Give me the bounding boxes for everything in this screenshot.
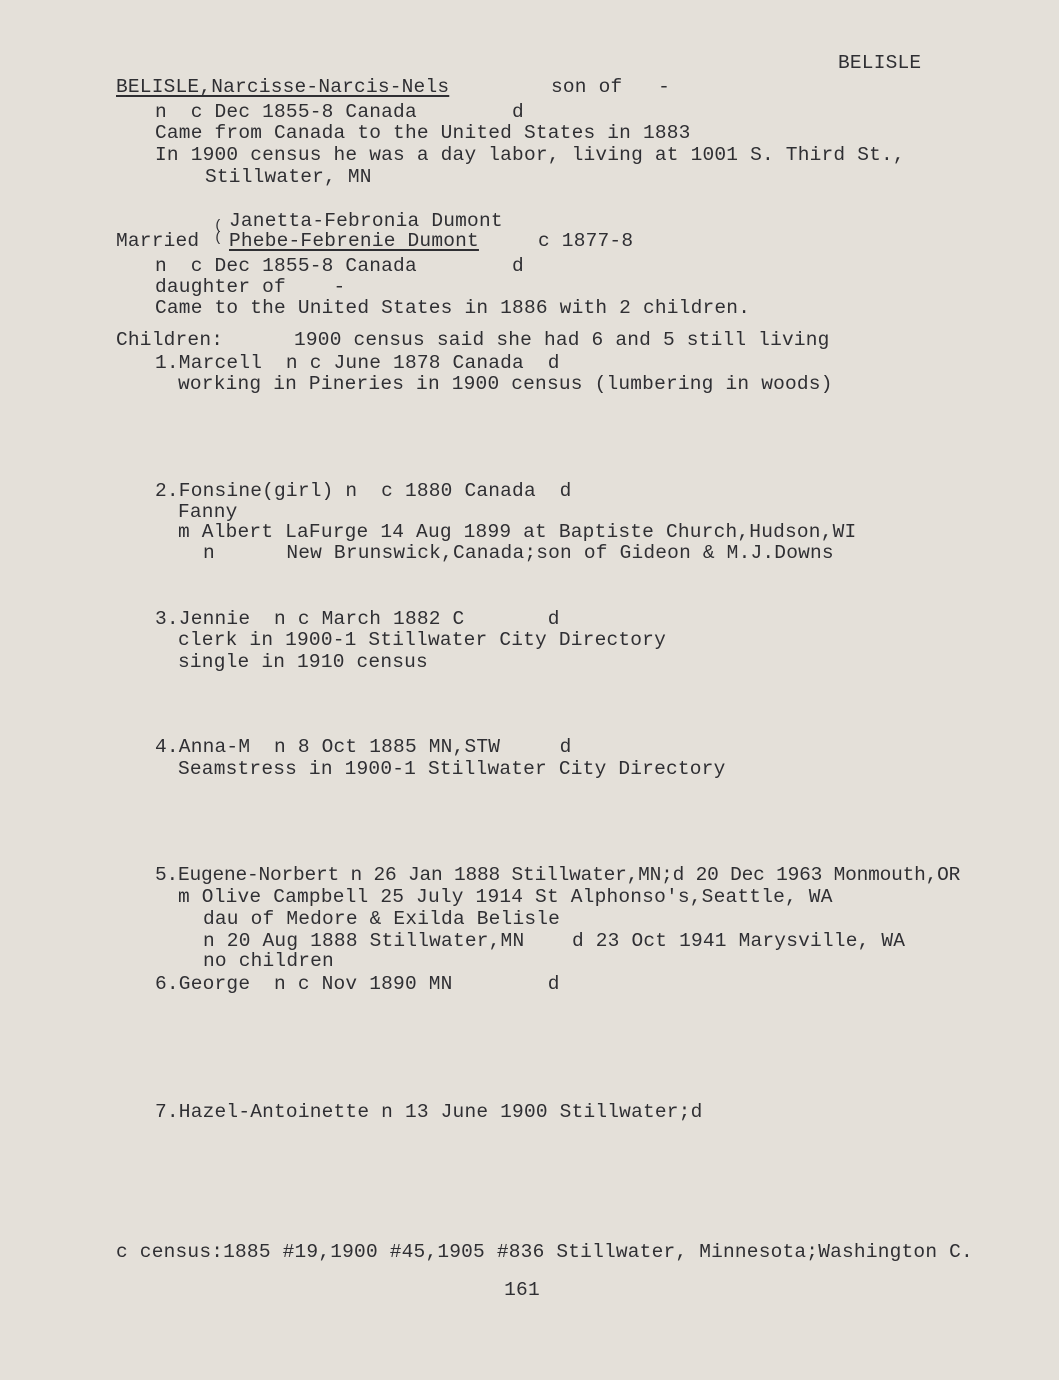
spouse-immigration: Came to the United States in 1886 with 2 children. bbox=[155, 297, 751, 319]
child-entry: 6.George n c Nov 1890 MN d bbox=[155, 973, 560, 995]
married-label: Married bbox=[116, 230, 200, 252]
children-label: Children: bbox=[116, 329, 224, 351]
child-entry: 1.Marcell n c June 1878 Canada d bbox=[155, 352, 560, 374]
census-sources: c census:1885 #19,1900 #45,1905 #836 Stillwater, Minnesota;Washington C. bbox=[116, 1241, 973, 1263]
child-entry: 5.Eugene-Norbert n 26 Jan 1888 Stillwater,MN;d 20 Dec 1963 Monmouth,OR bbox=[155, 864, 961, 886]
head-of-family-immigration: Came from Canada to the United States in 1883 bbox=[155, 122, 691, 144]
page-number: 161 bbox=[504, 1279, 540, 1301]
child-detail: Fanny bbox=[178, 501, 238, 523]
child-entry: 2.Fonsine(girl) n c 1880 Canada d bbox=[155, 480, 572, 502]
spouse-parentage: daughter of - bbox=[155, 276, 346, 298]
child-detail: dau of Medore & Exilda Belisle bbox=[203, 908, 561, 930]
child-entry: 3.Jennie n c March 1882 C d bbox=[155, 608, 560, 630]
head-of-family-census-1900-cont: Stillwater, MN bbox=[205, 166, 372, 188]
child-detail: m Olive Campbell 25 July 1914 St Alphonso's,Seattle, WA bbox=[178, 886, 833, 908]
child-detail: m Albert LaFurge 14 Aug 1899 at Baptiste Church,Hudson,WI bbox=[178, 521, 857, 543]
head-of-family-name: BELISLE,Narcisse-Narcis-Nels bbox=[116, 76, 450, 98]
surname-header: BELISLE bbox=[838, 52, 922, 74]
head-of-family-death: d bbox=[512, 101, 524, 123]
child-detail: single in 1910 census bbox=[178, 651, 428, 673]
child-detail: n New Brunswick,Canada;son of Gideon & M.J.Downs bbox=[203, 542, 834, 564]
children-census-note: 1900 census said she had 6 and 5 still living bbox=[294, 329, 830, 351]
child-detail: Seamstress in 1900-1 Stillwater City Directory bbox=[178, 758, 726, 780]
bracket-mark: ( bbox=[214, 218, 223, 234]
spouse-name-alternate: Janetta-Febronia Dumont bbox=[229, 210, 503, 232]
child-detail: no children bbox=[203, 950, 334, 972]
child-entry: 7.Hazel-Antoinette n 13 June 1900 Stillwater;d bbox=[155, 1101, 703, 1123]
spouse-name: Phebe-Febrenie Dumont bbox=[229, 230, 479, 252]
head-of-family-birth: n c Dec 1855-8 Canada bbox=[155, 101, 417, 123]
head-of-family-census-1900: In 1900 census he was a day labor, living at 1001 S. Third St., bbox=[155, 144, 905, 166]
child-entry: 4.Anna-M n 8 Oct 1885 MN,STW d bbox=[155, 736, 572, 758]
spouse-birth: n c Dec 1855-8 Canada bbox=[155, 255, 417, 277]
spouse-death: d bbox=[512, 255, 524, 277]
child-detail: clerk in 1900-1 Stillwater City Directory bbox=[178, 629, 666, 651]
bracket-mark: ( bbox=[214, 230, 223, 246]
child-detail: n 20 Aug 1888 Stillwater,MN d 23 Oct 1941 Marysville, WA bbox=[203, 930, 906, 952]
child-detail: working in Pineries in 1900 census (lumbering in woods) bbox=[178, 373, 833, 395]
head-of-family-parentage: son of - bbox=[551, 76, 671, 98]
marriage-date: c 1877-8 bbox=[538, 230, 634, 252]
